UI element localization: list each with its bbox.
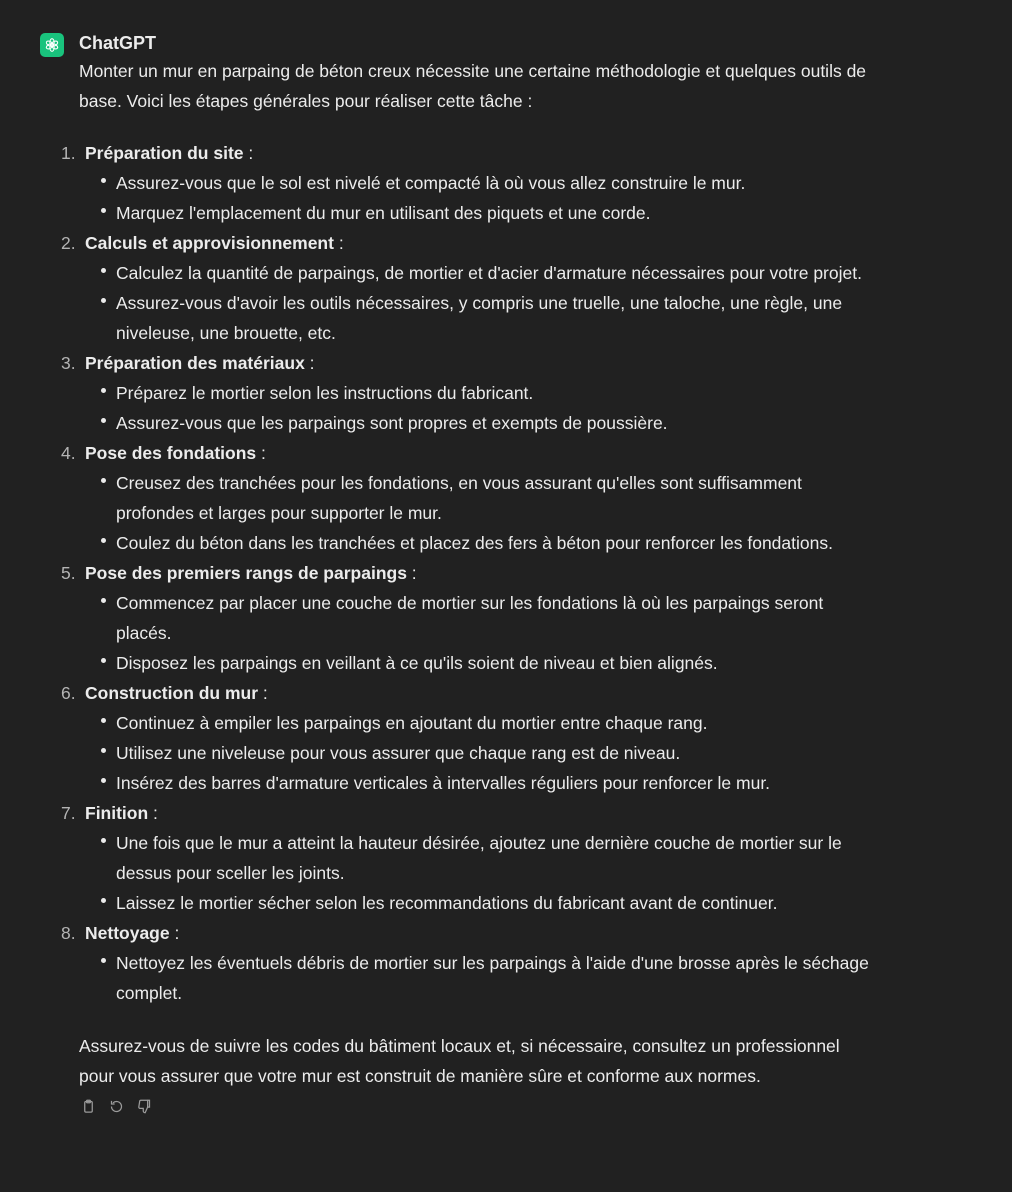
message-content bbox=[79, 56, 869, 1115]
step-item bbox=[79, 348, 869, 438]
step-title: Pose des premiers rangs de parpaings bbox=[85, 563, 407, 583]
step-bullets bbox=[85, 948, 869, 1008]
step-bullets bbox=[85, 708, 869, 798]
step-title-suffix: : bbox=[256, 443, 266, 463]
step-item bbox=[79, 558, 869, 678]
step-title: Préparation des matériaux bbox=[85, 353, 305, 373]
step-heading bbox=[85, 558, 869, 588]
step-title-suffix: : bbox=[148, 803, 158, 823]
bullet-item: Calculez la quantité de parpaings, de mortier et d'acier d'armature nécessaires pour votre projet. bbox=[116, 258, 869, 288]
step-item bbox=[79, 228, 869, 348]
intro-paragraph: Monter un mur en parpaing de béton creux nécessite une certaine méthodologie et quelques outils de base. Voici les étapes générales pour réaliser cette tâche : bbox=[79, 61, 867, 111]
step-title: Construction du mur bbox=[85, 683, 259, 703]
step-heading bbox=[85, 138, 869, 168]
step-title-suffix: : bbox=[304, 353, 315, 373]
step-item bbox=[79, 918, 869, 1008]
bullet-item: Assurez-vous que les parpaings sont propres et exempts de poussière. bbox=[116, 408, 869, 438]
step-title-suffix: : bbox=[333, 233, 344, 253]
regenerate-icon[interactable] bbox=[107, 1097, 125, 1115]
bullet-item: Continuez à empiler les parpaings en ajoutant du mortier entre chaque rang. bbox=[116, 708, 869, 738]
openai-logo-icon bbox=[40, 33, 64, 57]
copy-icon[interactable] bbox=[79, 1097, 97, 1115]
bullet-item: Coulez du béton dans les tranchées et placez des fers à béton pour renforcer les fondations. bbox=[116, 528, 869, 558]
step-item bbox=[79, 438, 869, 558]
message-actions bbox=[79, 1097, 869, 1115]
step-heading bbox=[85, 438, 869, 468]
bullet-item: Commencez par placer une couche de mortier sur les fondations là où les parpaings seront placés. bbox=[116, 588, 869, 648]
step-heading bbox=[85, 798, 869, 828]
bullet-item: Assurez-vous d'avoir les outils nécessaires, y compris une truelle, une taloche, une règle, une niveleuse, une brouette, etc. bbox=[116, 288, 869, 348]
step-item bbox=[79, 798, 869, 918]
bullet-item: Utilisez une niveleuse pour vous assurer que chaque rang est de niveau. bbox=[116, 738, 869, 768]
step-heading bbox=[85, 348, 869, 378]
bullet-item: Creusez des tranchées pour les fondations, en vous assurant qu'elles sont suffisamment profondes et larges pour supporter le mur. bbox=[116, 468, 869, 528]
steps-list bbox=[79, 138, 869, 1008]
step-bullets bbox=[85, 168, 869, 228]
step-title: Pose des fondations bbox=[85, 443, 257, 463]
step-item bbox=[79, 678, 869, 798]
step-title-suffix: : bbox=[169, 923, 180, 943]
step-bullets bbox=[85, 588, 869, 678]
bullet-item: Une fois que le mur a atteint la hauteur désirée, ajoutez une dernière couche de mortier sur le dessus pour sceller les joints. bbox=[116, 828, 869, 888]
step-bullets bbox=[85, 468, 869, 558]
step-title-suffix: : bbox=[258, 683, 268, 703]
step-bullets bbox=[85, 828, 869, 918]
bullet-item: Disposez les parpaings en veillant à ce qu'ils soient de niveau et bien alignés. bbox=[116, 648, 869, 678]
step-title: Nettoyage bbox=[85, 923, 170, 943]
thumbs-down-icon[interactable] bbox=[135, 1097, 153, 1115]
step-title-suffix: : bbox=[406, 563, 417, 583]
bullet-item: Assurez-vous que le sol est nivelé et compacté là où vous allez construire le mur. bbox=[116, 168, 869, 198]
step-title: Finition bbox=[85, 803, 149, 823]
step-heading bbox=[85, 228, 869, 258]
step-title: Calculs et approvisionnement bbox=[85, 233, 334, 253]
step-heading bbox=[85, 918, 869, 948]
step-title-suffix: : bbox=[243, 143, 254, 163]
outro-paragraph: Assurez-vous de suivre les codes du bâtiment locaux et, si nécessaire, consultez un professionnel pour vous assurer que votre mur est construit de manière sûre et conforme aux normes. bbox=[79, 1036, 840, 1086]
step-title: Préparation du site bbox=[85, 143, 244, 163]
step-bullets bbox=[85, 378, 869, 438]
bullet-item: Nettoyez les éventuels débris de mortier sur les parpaings à l'aide d'une brosse après le séchage complet. bbox=[116, 948, 869, 1008]
bullet-item: Marquez l'emplacement du mur en utilisant des piquets et une corde. bbox=[116, 198, 869, 228]
step-item bbox=[79, 138, 869, 228]
step-bullets bbox=[85, 258, 869, 348]
bullet-item: Laissez le mortier sécher selon les recommandations du fabricant avant de continuer. bbox=[116, 888, 869, 918]
message-author: ChatGPT bbox=[79, 33, 157, 53]
bullet-item: Préparez le mortier selon les instructions du fabricant. bbox=[116, 378, 869, 408]
bullet-item: Insérez des barres d'armature verticales à intervalles réguliers pour renforcer le mur. bbox=[116, 768, 869, 798]
step-heading bbox=[85, 678, 869, 708]
